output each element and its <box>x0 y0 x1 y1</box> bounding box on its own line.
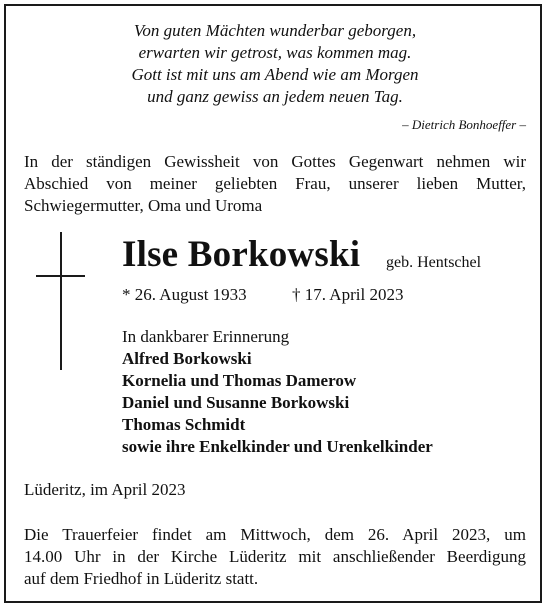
cross-icon-vertical <box>60 232 62 370</box>
maiden-name: geb. Hentschel <box>386 254 482 271</box>
funeral-info <box>24 524 526 590</box>
deceased-name: Ilse Borkowski <box>122 234 361 275</box>
memory-line: In dankbarer Erinnerung <box>122 327 290 346</box>
funeral-line: 14.00 Uhr in der Kirche Lüderitz mit anschließender Beerdigung <box>24 547 526 566</box>
mourner-name: sowie ihre Enkelkinder und Urenkelkinder <box>122 437 433 456</box>
poem-line: Gott ist mit uns am Abend wie am Morgen <box>131 65 419 84</box>
funeral-line: auf dem Friedhof in Lüderitz statt. <box>24 569 259 588</box>
cross-icon-horizontal <box>36 275 85 277</box>
intro-line: In der ständigen Gewissheit von Gottes Gegenwart nehmen wir <box>24 152 526 171</box>
intro-line: Schwiegermutter, Oma und Uroma <box>24 196 263 215</box>
mourners-list <box>122 348 433 458</box>
mourner-name: Kornelia und Thomas Damerow <box>122 371 357 390</box>
place-date: Lüderitz, im April 2023 <box>24 480 186 499</box>
poem-author: – Dietrich Bonhoeffer – <box>402 117 526 132</box>
mourner-name: Alfred Borkowski <box>122 349 252 368</box>
intro-text <box>24 151 526 217</box>
mourner-name: Daniel und Susanne Borkowski <box>122 393 350 412</box>
mourner-name: Thomas Schmidt <box>122 415 246 434</box>
poem-line: und ganz gewiss an jedem neuen Tag. <box>147 87 403 106</box>
poem-line: erwarten wir getrost, was kommen mag. <box>138 43 412 62</box>
funeral-line: Die Trauerfeier findet am Mittwoch, dem 26. April 2023, um <box>24 525 526 544</box>
intro-line: Abschied von meiner geliebten Frau, unserer lieben Mutter, <box>24 174 526 193</box>
poem-line: Von guten Mächten wunderbar geborgen, <box>133 21 417 40</box>
death-date: † 17. April 2023 <box>292 285 404 304</box>
poem <box>0 20 550 108</box>
birth-date: * 26. August 1933 <box>122 285 247 304</box>
